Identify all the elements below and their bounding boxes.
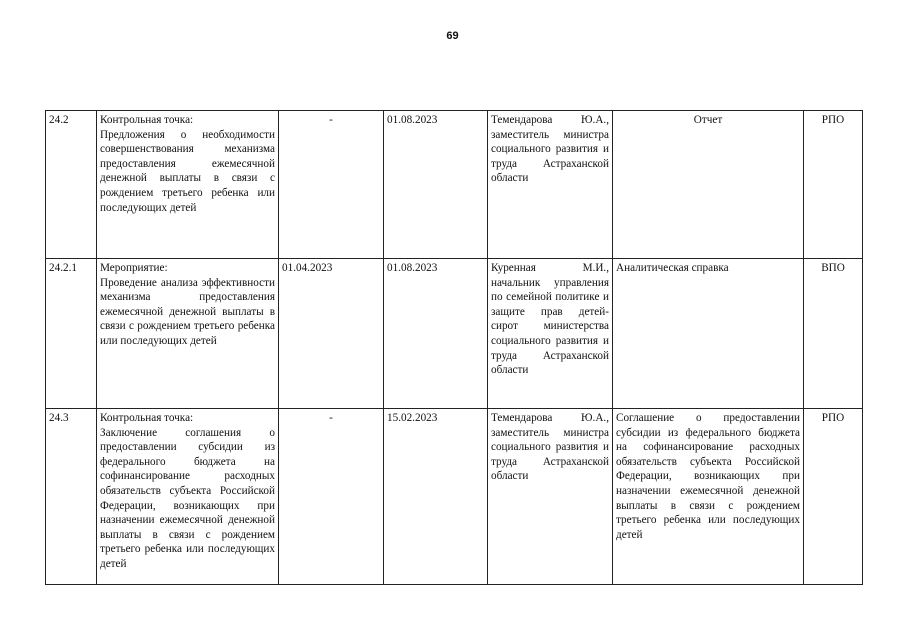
result-cell: Отчет <box>613 111 804 259</box>
event-description: Предложения о необходимости совершенствования механизма предоставления ежемесячной денежной выплаты в связи с рождением третьего ребенка или последующих детей <box>100 128 275 214</box>
end-date-cell: 01.08.2023 <box>384 111 488 259</box>
start-date-cell: - <box>279 111 384 259</box>
level-cell: РПО <box>804 409 863 585</box>
level-cell: ВПО <box>804 259 863 409</box>
start-date-cell: - <box>279 409 384 585</box>
responsible-cell: Темендарова Ю.А., заместитель министра социального развития и труда Астраханской области <box>488 409 613 585</box>
result-cell: Соглашение о предоставлении субсидии из федерального бюджета на софинансирование расходных обязательств субъекта Российской Федерации, возникающих при назначении ежемесячной денежной выплаты в связи с рождением третьего ребенка или последующих детей <box>613 409 804 585</box>
table-row <box>46 111 863 259</box>
event-description: Заключение соглашения о предоставлении субсидии из федерального бюджета на софинансирование расходных обязательств субъекта Российской Федерации, возникающих при назначении ежемесячной денежной выплаты в связи с рождением третьего ребенка или последующих детей <box>100 426 275 570</box>
event-cell <box>97 409 279 585</box>
event-cell <box>97 111 279 259</box>
page-number: 69 <box>446 30 459 42</box>
row-number-cell: 24.2 <box>46 111 97 259</box>
row-number-cell: 24.3 <box>46 409 97 585</box>
responsible-cell: Темендарова Ю.А., заместитель министра социального развития и труда Астраханской области <box>488 111 613 259</box>
row-number-cell: 24.2.1 <box>46 259 97 409</box>
event-type-label: Контрольная точка: <box>100 412 194 424</box>
event-type-label: Контрольная точка: <box>100 114 194 126</box>
end-date-cell: 15.02.2023 <box>384 409 488 585</box>
event-type-label: Мероприятие: <box>100 262 168 274</box>
start-date-cell: 01.04.2023 <box>279 259 384 409</box>
end-date-cell: 01.08.2023 <box>384 259 488 409</box>
event-description: Проведение анализа эффективности механизма предоставления ежемесячной денежной выплаты в связи с рождением третьего ребенка или последующих детей <box>100 276 275 347</box>
table-row <box>46 259 863 409</box>
responsible-cell: Куренная М.И., начальник управления по семейной политике и защите прав детей-сирот министерства социального развития и труда Астраханской области <box>488 259 613 409</box>
plan-table <box>45 110 863 585</box>
event-cell <box>97 259 279 409</box>
table-row <box>46 409 863 585</box>
result-cell: Аналитическая справка <box>613 259 804 409</box>
level-cell: РПО <box>804 111 863 259</box>
